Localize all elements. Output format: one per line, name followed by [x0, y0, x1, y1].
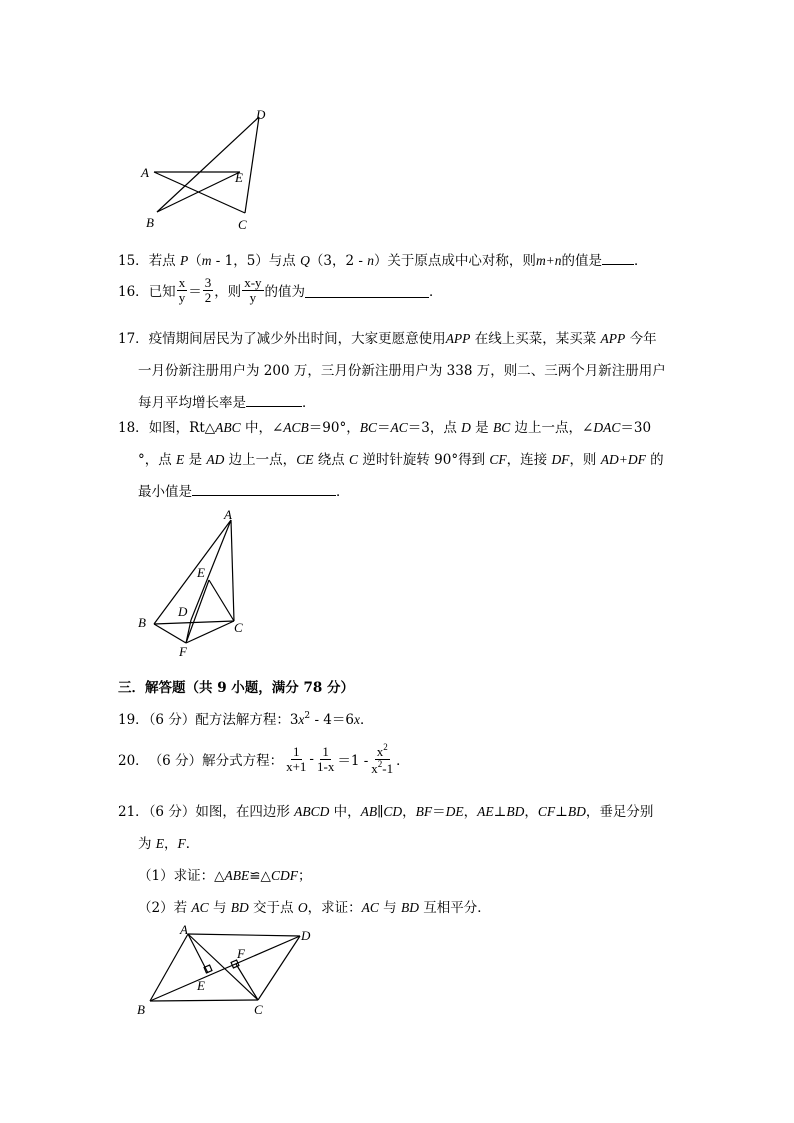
question-19: 19．（6 分）配方法解方程：$3x^2 - 4=6x$．: [118, 711, 374, 728]
question-15: 15．若点 P（m - 1，5）与点 Q（3，2 - n）关于原点成中心对称，则m+n的值是 ．: [118, 249, 648, 269]
answer-blank[interactable]: [246, 392, 302, 407]
fraction-x-over-y: $\frac{x}{y}$: [178, 275, 186, 305]
fraction-3-over-2: $\frac{3}{2}$: [204, 275, 212, 305]
question-20: 20． （6 分）解分式方程： $\frac{1}{x+1}$ - $\frac{1}{1-x}$ ＝1 - $\frac{x^2}{x^2-1}$ ．: [118, 742, 410, 776]
answer-blank[interactable]: [305, 283, 429, 298]
fraction-1-over-1-minus-x: $\frac{1}{1-x}$: [316, 744, 335, 774]
question-21-part-1: （1）求证：△ABE≌△CDF；: [138, 868, 312, 884]
label-D: D: [178, 604, 188, 619]
label-A: A: [224, 507, 232, 522]
label-A: A: [180, 922, 188, 937]
question-number: 15．: [118, 253, 149, 269]
fraction-x2-over-x2-minus-1: $\frac{x^2}{x^2-1}$: [371, 742, 394, 776]
figure-q18: [134, 506, 254, 661]
answer-blank[interactable]: [602, 250, 634, 265]
label-C: C: [238, 217, 247, 232]
label-A: A: [141, 165, 149, 180]
label-F: F: [237, 946, 245, 961]
label-C: C: [234, 620, 243, 635]
question-21: 21．（6 分）如图，在四边形 ABCD 中，AB∥CD，BF＝DE，AE⊥BD，CF⊥BD，垂足分别 为 E，F． （1）求证：△ABE≌△CDF； （2）若 AC 与 BD 交于点 O，求证：AC 与 BD 互相平分．: [118, 796, 653, 924]
section-heading: 三．解答题（共 9 小题，满分 78 分）: [118, 680, 354, 696]
label-C: C: [254, 1002, 263, 1017]
label-D: D: [301, 928, 311, 943]
label-B: B: [137, 1002, 145, 1017]
question-16: 16． 已知 $\frac{x}{y}$ ＝ $\frac{3}{2}$ ，则 $\frac{x-y}{y}$ 的值为 ．: [118, 275, 443, 305]
figure-q14: [138, 105, 268, 235]
label-D: D: [256, 107, 266, 122]
answer-blank[interactable]: [192, 481, 336, 496]
label-E: E: [235, 170, 243, 185]
label-F: F: [179, 644, 187, 659]
label-B: B: [146, 215, 154, 230]
question-21-part-2: （2）若 AC 与 BD 交于点 O，求证：AC 与 BD 互相平分．: [138, 900, 491, 916]
question-18: 18．如图，Rt△ABC 中，∠ACB＝90°，BC＝AC＝3，点 D 是 BC 边上一点，∠DAC＝30 °，点 E 是 AD 边上一点，CE 绕点 C 逆时针旋转 90°得到 CF，连接 DF，则 AD+DF 的 最小值是 ．: [118, 420, 664, 500]
question-17: 17．疫情期间居民为了减少外出时间，大家更愿意使用APP 在线上买菜，某买菜 APP 今年 一月份新注册用户为 200 万，三月份新注册用户为 338 万，则二、三两个月新注册用户 每月平均增长率是 ．: [118, 331, 666, 411]
label-B: B: [138, 615, 146, 630]
figure-q21: [134, 922, 324, 1022]
label-E: E: [197, 978, 205, 993]
fraction-1-over-x-plus-1: $\frac{1}{x+1}$: [286, 744, 307, 774]
label-E: E: [197, 565, 205, 580]
fraction-xy-over-y: $\frac{x-y}{y}$: [244, 275, 262, 305]
